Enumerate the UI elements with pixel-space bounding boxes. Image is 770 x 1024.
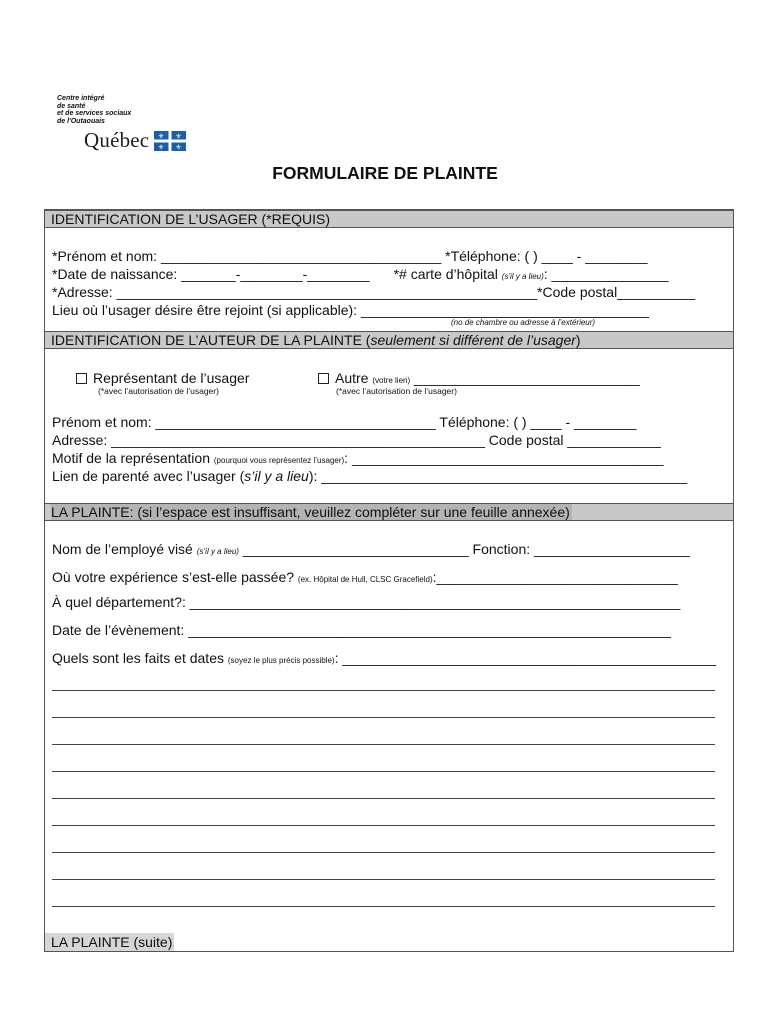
writing-line[interactable] [52, 906, 715, 907]
other-label: Autre [335, 370, 369, 386]
complaint-header-label: LA PLAINTE: (si l’espace est insuffisant, veuillez compléter sur une feuille annexée) [51, 504, 570, 520]
representative-label: Représentant de l’usager [93, 370, 250, 386]
reason-input[interactable]: : ________________________________________ [344, 450, 664, 466]
reason-note: (pourquoi vous représentez l’usager) [213, 456, 345, 465]
section-header-user: IDENTIFICATION DE L’USAGER (*REQUIS) [45, 210, 733, 228]
employee-label: Nom de l’employé visé [52, 541, 193, 557]
facts-dates-field[interactable] [52, 650, 716, 669]
location-note: (no de chambre ou adresse à l’extérieur) [451, 318, 596, 327]
writing-line[interactable] [52, 852, 715, 853]
employee-function-field[interactable] [52, 541, 690, 560]
relationship-label: Lien de parenté avec l’usager ( [52, 468, 245, 484]
logo-wordmark: Québec [84, 128, 150, 152]
logo-line: de santé [57, 102, 86, 110]
svg-text:⚜: ⚜ [175, 143, 182, 151]
svg-text:⚜: ⚜ [158, 143, 165, 151]
writing-line[interactable] [52, 879, 715, 880]
writing-line[interactable] [52, 717, 715, 718]
user-name-phone-field[interactable]: *Prénom et nom: ____________________________________ *Téléphone: ( ) ____ - ________ [52, 248, 648, 264]
hospital-card-field[interactable]: : _______________ [543, 266, 669, 282]
event-date-field[interactable]: Date de l’évènement: ______________________________________________________________ [52, 622, 671, 638]
logo-line: de l'Outaouais [57, 117, 105, 125]
svg-text:⚜: ⚜ [175, 132, 182, 140]
writing-line[interactable] [52, 771, 715, 772]
writing-line[interactable] [52, 825, 715, 826]
page-title: FORMULAIRE DE PLAINTE [272, 163, 498, 183]
experience-location-field[interactable] [52, 569, 678, 588]
facts-input[interactable]: : ________________________________________________ [334, 650, 717, 666]
user-dob-card-field[interactable] [52, 266, 668, 285]
reason-label: Motif de la représentation [52, 450, 210, 466]
relationship-field[interactable] [52, 468, 687, 484]
experience-label: Où votre expérience s’est-elle passée? [52, 569, 295, 585]
representative-option[interactable] [76, 370, 249, 386]
employee-input[interactable]: _____________________________ Fonction: ____________________ [242, 541, 690, 557]
dob-field[interactable]: *Date de naissance: _______-________-________ [52, 266, 370, 282]
writing-line[interactable] [52, 690, 715, 691]
other-relation-note: (votre lien) [372, 376, 411, 385]
author-name-phone-field[interactable]: Prénom et nom: ____________________________________ Téléphone: ( ) ____ - ________ [52, 414, 637, 430]
author-header-italic: seulement si différent de l’usager [370, 332, 576, 348]
other-checkbox[interactable] [318, 373, 329, 384]
representative-checkbox[interactable] [76, 373, 87, 384]
user-contact-location-field[interactable]: Lieu où l’usager désire être rejoint (si applicable): _____________________________________ [52, 302, 650, 318]
employee-note: (s’il y a lieu) [196, 547, 239, 556]
author-address-postal-field[interactable]: Adresse: ________________________________________________ Code postal ____________ [52, 432, 661, 448]
representative-note: (*avec l’autorisation de l’usager) [98, 386, 219, 396]
relationship-italic: s’il y a lieu [244, 468, 309, 484]
hospital-card-note: (s'il y a lieu) [501, 272, 544, 281]
facts-note: (soyez le plus précis possible) [227, 656, 335, 665]
svg-text:⚜: ⚜ [158, 132, 165, 140]
logo [57, 95, 186, 153]
experience-input[interactable]: :_______________________________ [432, 569, 678, 585]
logo-line: et de services sociaux [57, 110, 132, 117]
user-address-postal-field[interactable]: *Adresse: ______________________________________________________*Code postal__________ [52, 284, 696, 300]
department-field[interactable]: À quel département?: _______________________________________________________________ [52, 594, 681, 610]
quebec-flag-icon [154, 131, 186, 151]
hospital-card-label: *# carte d’hôpital [393, 266, 498, 282]
writing-line[interactable] [52, 798, 715, 799]
author-header-end: ) [575, 332, 581, 348]
section-header-complaint [45, 503, 733, 521]
other-relation-field[interactable]: _____________________________ [414, 370, 640, 386]
complaint-continued-label: LA PLAINTE (suite) [45, 933, 174, 951]
experience-note: (ex. Hôpital de Hull, CLSC Gracefield) [297, 575, 433, 584]
author-header-label: IDENTIFICATION DE L’AUTEUR DE LA PLAINTE ( [51, 332, 371, 348]
facts-label: Quels sont les faits et dates [52, 650, 224, 666]
logo-line: Centre intégré [57, 95, 105, 102]
section-header-author [45, 331, 733, 349]
relationship-input[interactable]: ): _______________________________________________ [308, 468, 688, 484]
representation-reason-field[interactable] [52, 450, 663, 469]
logo-brand [84, 128, 186, 153]
other-note: (*avec l’autorisation de l’usager) [336, 386, 457, 396]
writing-line[interactable] [52, 744, 715, 745]
logo-text [57, 95, 186, 125]
